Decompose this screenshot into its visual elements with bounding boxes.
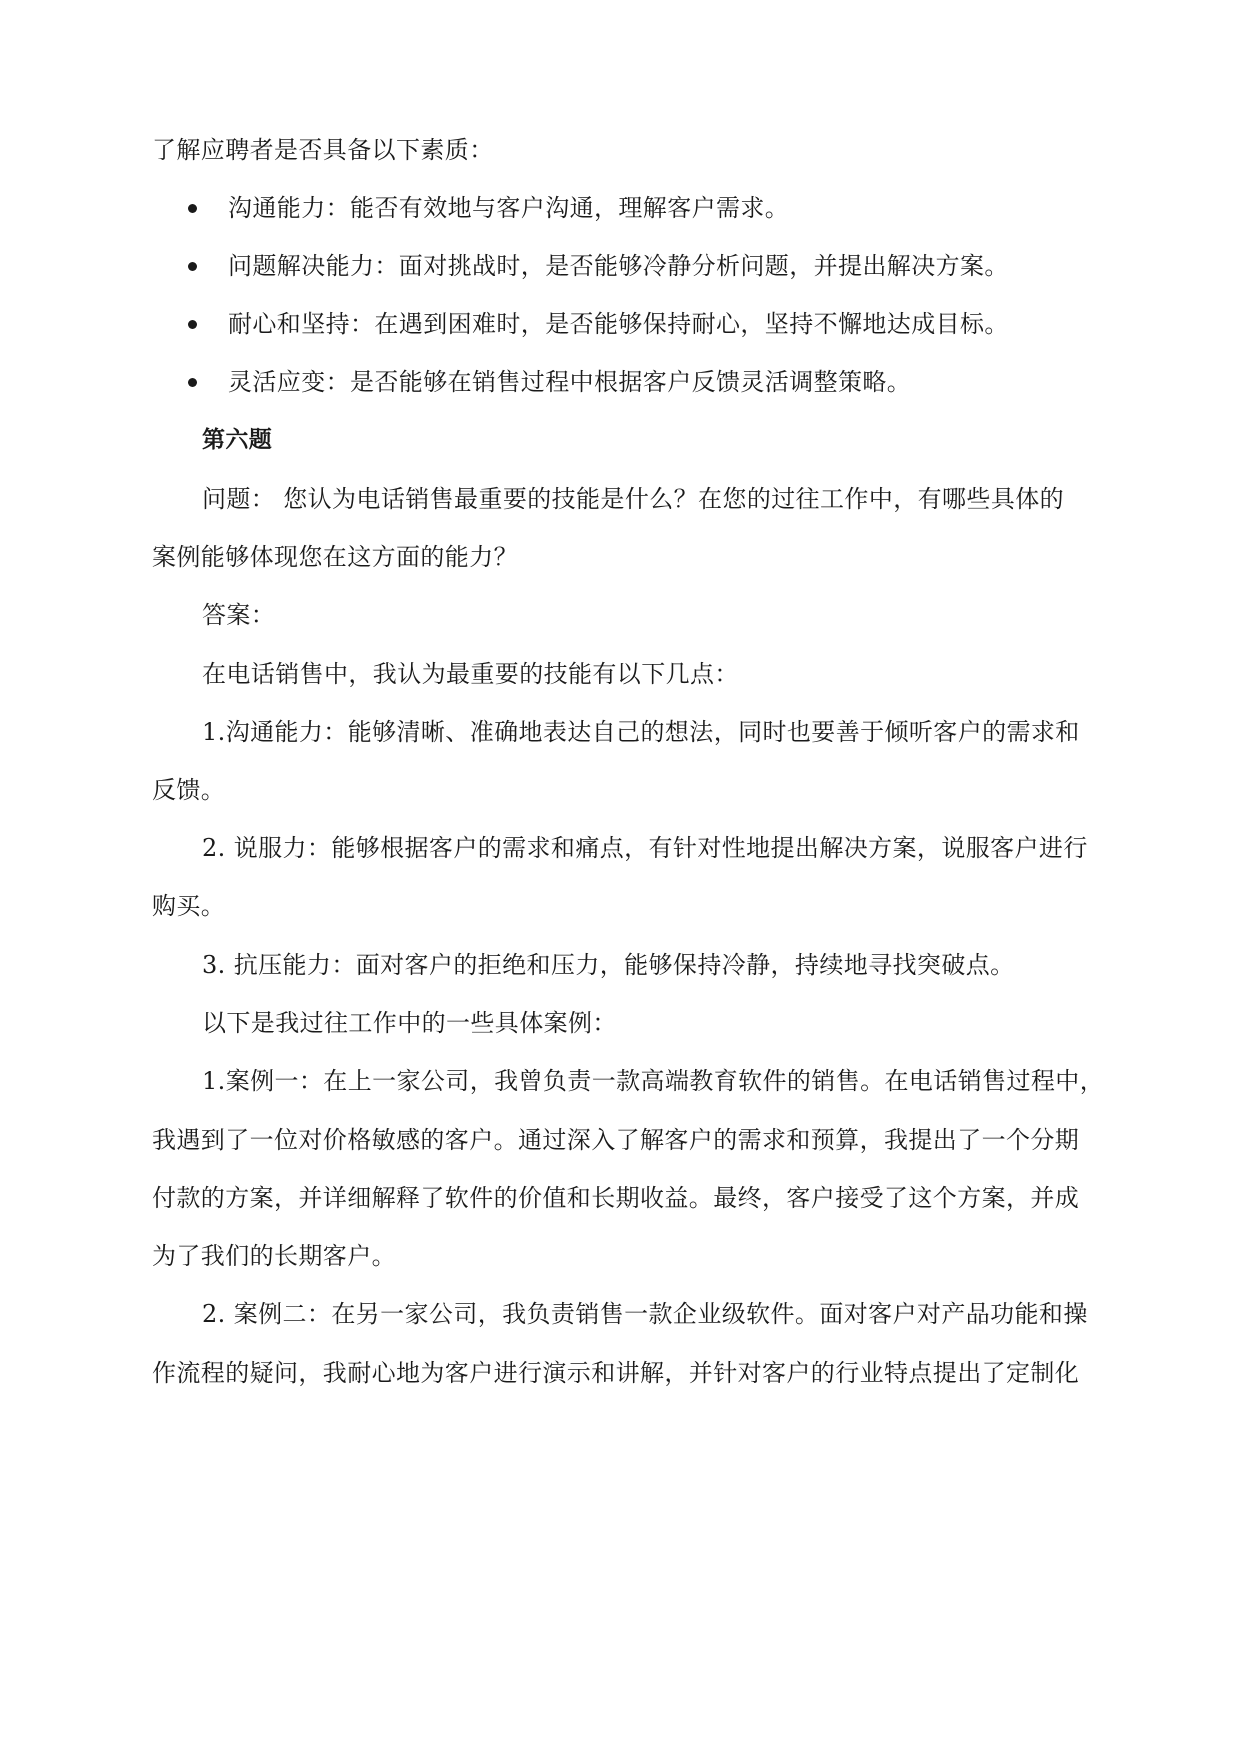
- skill-1-line-1: 1.沟通能力：能够清晰、准确地表达自己的想法，同时也要善于倾听客户的需求和: [202, 718, 1080, 746]
- bullet-icon: [188, 204, 197, 213]
- case-2-line-2: 作流程的疑问，我耐心地为客户进行演示和讲解，并针对客户的行业特点提出了定制化: [152, 1359, 1080, 1387]
- bullet-icon: [188, 378, 197, 387]
- quality-text: 问题解决能力：面对挑战时，是否能够冷静分析问题，并提出解决方案。: [228, 252, 1009, 280]
- skill-2-line-2: 购买。: [152, 892, 226, 920]
- question-line-1: 问题： 您认为电话销售最重要的技能是什么？在您的过往工作中，有哪些具体的: [202, 485, 1065, 513]
- skill-3-line-1: 3. 抗压能力：面对客户的拒绝和压力，能够保持冷静，持续地寻找突破点。: [202, 951, 1015, 979]
- answer-label: 答案：: [202, 601, 276, 629]
- quality-text: 沟通能力：能否有效地与客户沟通，理解客户需求。: [228, 194, 790, 222]
- bullet-icon: [188, 320, 197, 329]
- case-1-line-1: 1.案例一：在上一家公司，我曾负责一款高端教育软件的销售。在电话销售过程中，: [202, 1067, 1105, 1095]
- bullet-icon: [188, 262, 197, 271]
- quality-text: 耐心和坚持：在遇到困难时，是否能够保持耐心，坚持不懈地达成目标。: [228, 310, 1009, 338]
- case-1-line-4: 为了我们的长期客户。: [152, 1242, 396, 1270]
- intro-text: 了解应聘者是否具备以下素质：: [152, 136, 494, 164]
- skills-intro: 在电话销售中，我认为最重要的技能有以下几点：: [202, 660, 739, 688]
- case-2-line-1: 2. 案例二：在另一家公司，我负责销售一款企业级软件。面对客户对产品功能和操: [202, 1300, 1088, 1328]
- skill-2-line-1: 2. 说服力：能够根据客户的需求和痛点，有针对性地提出解决方案，说服客户进行: [202, 834, 1088, 862]
- question-line-2: 案例能够体现您在这方面的能力？: [152, 543, 518, 571]
- section-title: 第六题: [202, 427, 273, 453]
- cases-intro: 以下是我过往工作中的一些具体案例：: [202, 1009, 617, 1037]
- skill-1-line-2: 反馈。: [152, 776, 226, 804]
- case-1-line-3: 付款的方案，并详细解释了软件的价值和长期收益。最终，客户接受了这个方案，并成: [152, 1184, 1080, 1212]
- quality-text: 灵活应变：是否能够在销售过程中根据客户反馈灵活调整策略。: [228, 368, 912, 396]
- case-1-line-2: 我遇到了一位对价格敏感的客户。通过深入了解客户的需求和预算，我提出了一个分期: [152, 1126, 1080, 1154]
